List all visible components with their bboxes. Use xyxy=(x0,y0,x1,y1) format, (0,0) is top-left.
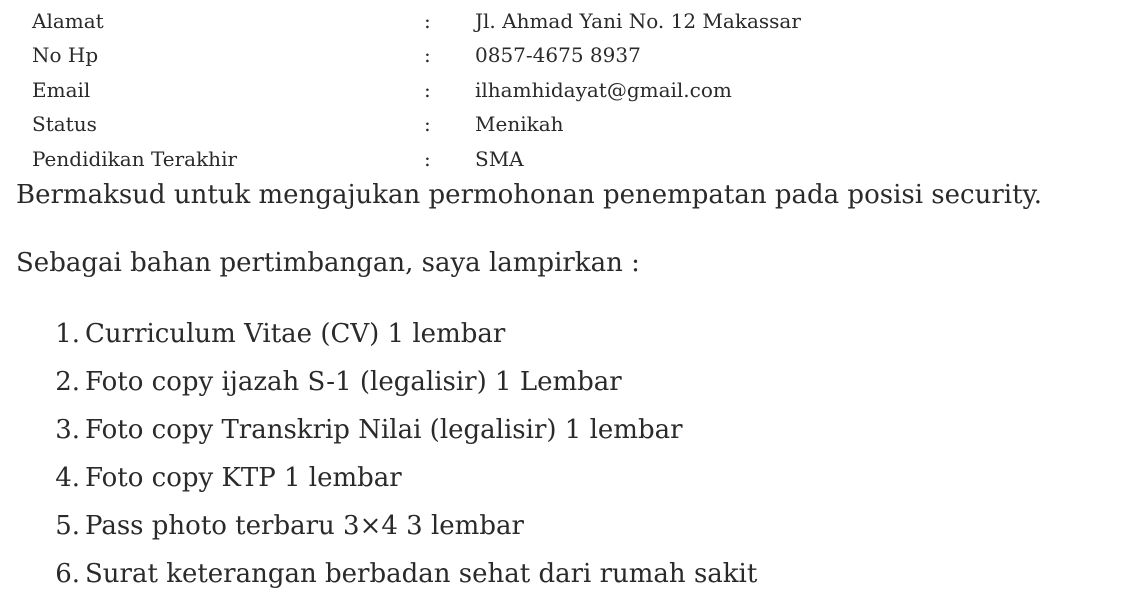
list-item-text: Curriculum Vitae (CV) 1 lembar xyxy=(85,319,506,349)
attachments-intro: Sebagai bahan pertimbangan, saya lampirkan : xyxy=(16,248,640,278)
field-separator: : xyxy=(424,43,431,68)
list-item-number: 6. xyxy=(55,559,80,589)
field-value: ilhamhidayat@gmail.com xyxy=(475,77,732,102)
field-label: Pendidikan Terakhir xyxy=(32,146,238,171)
field-label: No Hp xyxy=(32,43,99,68)
field-separator: : xyxy=(424,9,431,33)
field-separator: : xyxy=(424,112,431,137)
field-value: 0857-4675 8937 xyxy=(475,43,641,68)
list-item-number: 4. xyxy=(55,463,80,493)
list-item-text: Pass photo terbaru 3×4 3 lembar xyxy=(85,511,524,541)
list-item-number: 2. xyxy=(55,367,80,397)
field-row-education xyxy=(32,142,1032,176)
field-value: Menikah xyxy=(475,112,564,137)
field-label: Alamat xyxy=(32,9,104,33)
field-row-address xyxy=(32,4,1032,38)
field-label: Email xyxy=(32,77,91,102)
applicant-fields xyxy=(32,4,1032,176)
list-item-text: Foto copy KTP 1 lembar xyxy=(85,463,402,493)
list-item-text: Surat keterangan berbadan sehat dari rumah sakit xyxy=(85,559,758,589)
field-separator: : xyxy=(424,77,431,102)
list-item-text: Foto copy Transkrip Nilai (legalisir) 1 lembar xyxy=(85,415,683,445)
intent-paragraph: Bermaksud untuk mengajukan permohonan penempatan pada posisi security. xyxy=(16,180,1043,210)
field-value: SMA xyxy=(475,146,524,171)
list-item-number: 3. xyxy=(55,415,80,445)
field-row-phone xyxy=(32,38,1032,72)
list-item-number: 5. xyxy=(55,511,80,541)
field-label: Status xyxy=(32,112,97,137)
field-value: Jl. Ahmad Yani No. 12 Makassar xyxy=(475,9,801,33)
field-row-email xyxy=(32,73,1032,107)
list-item-text: Foto copy ijazah S-1 (legalisir) 1 Lembar xyxy=(85,367,622,397)
field-separator: : xyxy=(424,146,431,171)
field-row-status xyxy=(32,107,1032,141)
list-item-number: 1. xyxy=(55,319,80,349)
